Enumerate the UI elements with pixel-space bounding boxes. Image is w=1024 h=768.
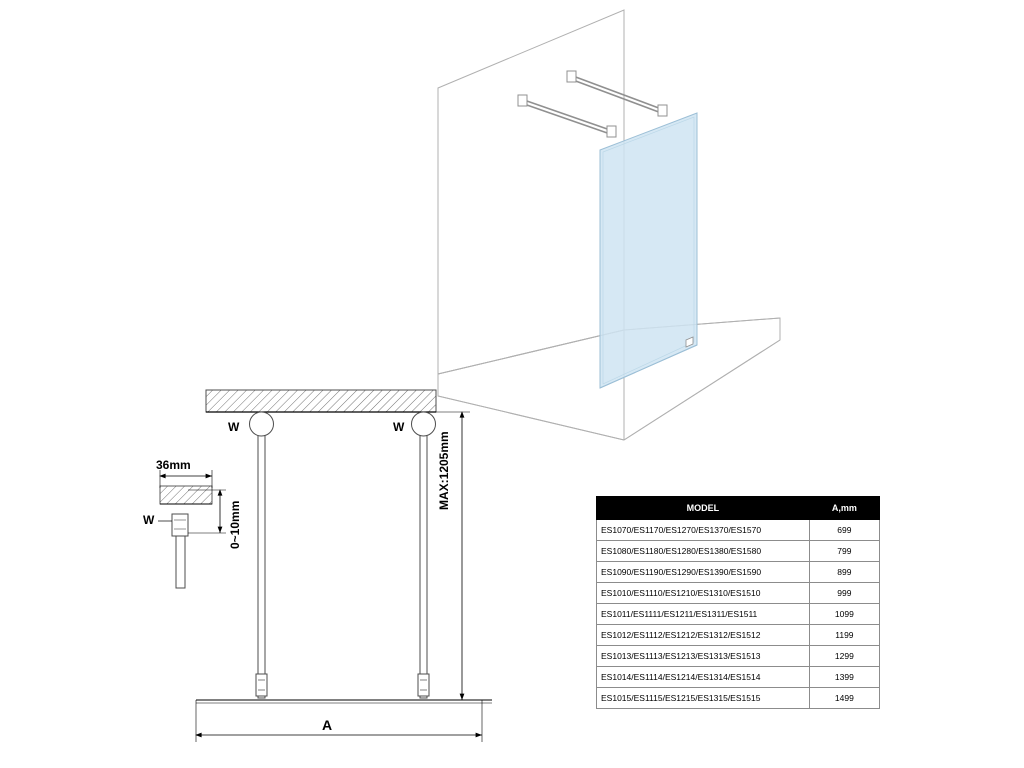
max-height-label: MAX:1205mm: [437, 431, 451, 510]
table-body: [597, 520, 880, 709]
cell-model: ES1070/ES1170/ES1270/ES1370/ES1570: [597, 520, 810, 541]
dimension-a-label: A: [322, 717, 333, 733]
wall-mark-top-left-label: W: [228, 420, 240, 434]
wall-mark-detail-label: W: [143, 513, 155, 527]
cell-a: 1399: [809, 667, 879, 688]
cell-model: ES1010/ES1110/ES1210/ES1310/ES1510: [597, 583, 810, 604]
cell-model: ES1080/ES1180/ES1280/ES1380/ES1580: [597, 541, 810, 562]
gap-range-label: 0~10mm: [228, 500, 242, 549]
table-row: [597, 667, 880, 688]
detail-width-label: 36mm: [156, 458, 191, 472]
table-row: [597, 625, 880, 646]
isometric-view: [438, 10, 780, 440]
cell-model: ES1014/ES1114/ES1214/ES1314/ES1514: [597, 667, 810, 688]
cell-a: 1099: [809, 604, 879, 625]
cell-a: 999: [809, 583, 879, 604]
cell-model: ES1013/ES1113/ES1213/ES1313/ES1513: [597, 646, 810, 667]
cell-a: 899: [809, 562, 879, 583]
cell-a: 1199: [809, 625, 879, 646]
cell-a: 799: [809, 541, 879, 562]
table-header-model: MODEL: [597, 497, 810, 520]
table-header-row: [597, 497, 880, 520]
table-row: [597, 562, 880, 583]
wall-bracket-detail-view: [158, 470, 226, 588]
table-row: [597, 520, 880, 541]
table-row: [597, 541, 880, 562]
table-row: [597, 583, 880, 604]
cell-model: ES1090/ES1190/ES1290/ES1390/ES1590: [597, 562, 810, 583]
cell-a: 1299: [809, 646, 879, 667]
cell-model: ES1012/ES1112/ES1212/ES1312/ES1512: [597, 625, 810, 646]
cell-a: 1499: [809, 688, 879, 709]
table-row: [597, 688, 880, 709]
wall-mark-top-right-label: W: [393, 420, 405, 434]
cell-model: ES1011/ES1111/ES1211/ES1311/ES1511: [597, 604, 810, 625]
table-row: [597, 646, 880, 667]
cell-a: 699: [809, 520, 879, 541]
cell-model: ES1015/ES1115/ES1215/ES1315/ES1515: [597, 688, 810, 709]
table-header-a: A,mm: [809, 497, 879, 520]
model-spec-table: [596, 496, 880, 709]
table-row: [597, 604, 880, 625]
